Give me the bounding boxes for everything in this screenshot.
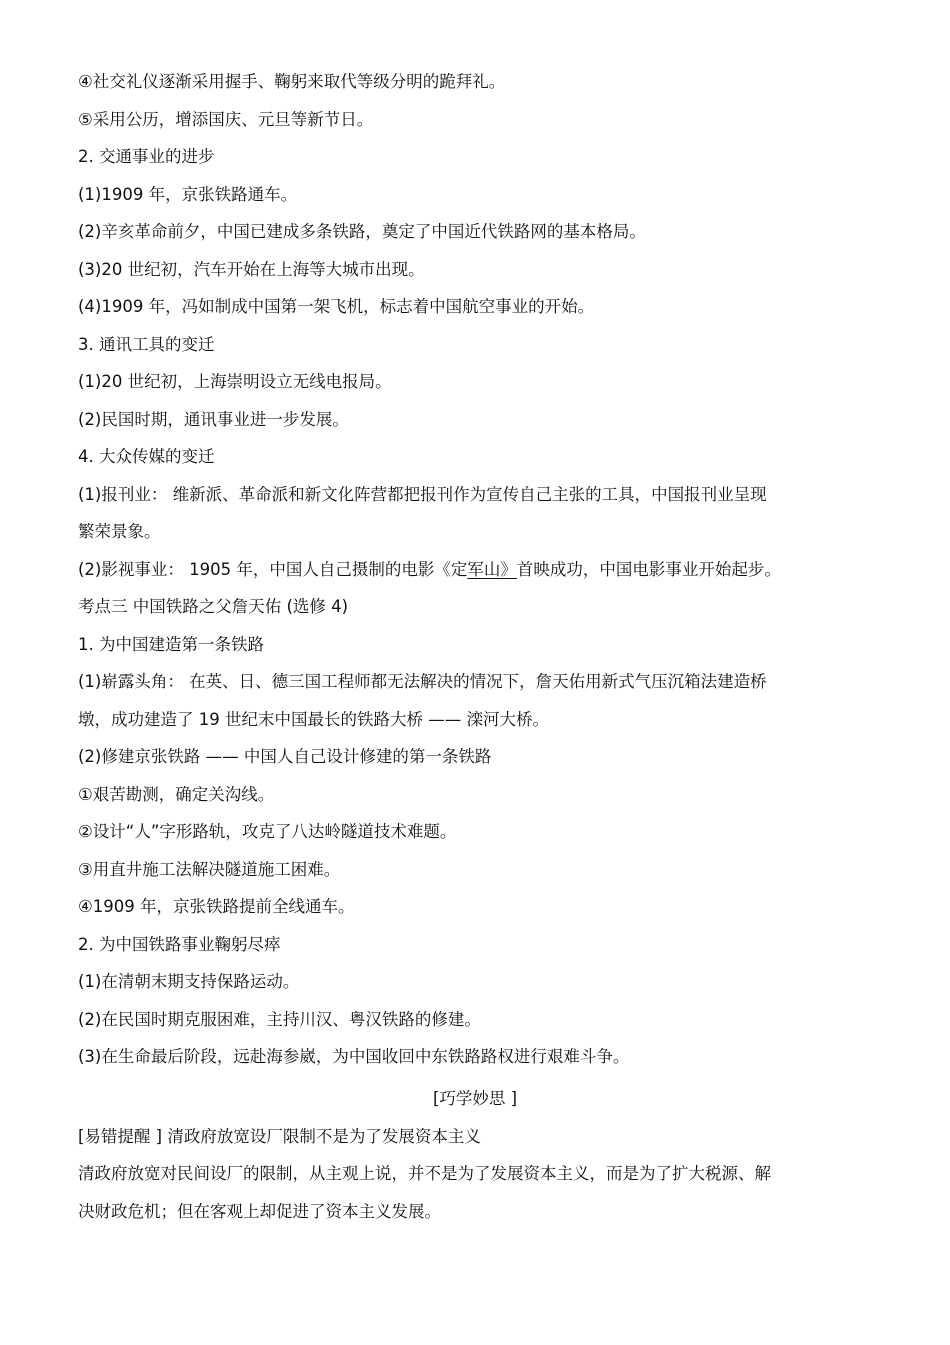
text-line: (2)修建京张铁路 —— 中国人自己设计修建的第一条铁路: [78, 747, 492, 766]
underlined-text: 军山》: [467, 560, 517, 579]
tip-heading: [易错提醒 ] 清政府放宽设厂限制不是为了发展资本主义: [78, 1127, 481, 1146]
text-line: (2)辛亥革命前夕，中国已建成多条铁路，奠定了中国近代铁路网的基本格局。: [78, 222, 646, 241]
text-line: ③用直井施工法解决隧道施工困难。: [78, 860, 341, 879]
text-line: [78, 559, 781, 581]
text-segment: (2)影视事业： 1905 年，中国人自己摄制的电影《定: [78, 560, 468, 579]
section-heading: 4. 大众传媒的变迁: [78, 447, 215, 466]
text-line: (4)1909 年，冯如制成中国第一架飞机，标志着中国航空事业的开始。: [78, 297, 595, 316]
text-line: 决财政危机；但在客观上却促进了资本主义发展。: [78, 1202, 441, 1221]
topic-heading: 考点三 中国铁路之父詹天佑 (选修 4): [78, 597, 349, 616]
section-heading: 1. 为中国建造第一条铁路: [78, 635, 264, 654]
text-line: (3)20 世纪初，汽车开始在上海等大城市出现。: [78, 260, 425, 279]
text-line: (1)崭露头角： 在英、日、德三国工程师都无法解决的情况下，詹天佑用新式气压沉箱法建造桥: [78, 672, 767, 691]
text-line: 墩，成功建造了 19 世纪末中国最长的铁路大桥 —— 滦河大桥。: [78, 710, 549, 729]
section-heading: 3. 通讯工具的变迁: [78, 335, 215, 354]
text-segment: 首映成功，中国电影事业开始起步。: [516, 560, 781, 579]
text-line: (1)在清朝末期支持保路运动。: [78, 972, 300, 991]
text-line: (2)民国时期，通讯事业进一步发展。: [78, 410, 349, 429]
text-line: (2)在民国时期克服困难，主持川汉、粤汉铁路的修建。: [78, 1010, 481, 1029]
text-line: ④1909 年，京张铁路提前全线通车。: [78, 897, 355, 916]
text-line: (1)1909 年，京张铁路通车。: [78, 185, 298, 204]
section-heading: 2. 交通事业的进步: [78, 147, 215, 166]
text-line: (1)20 世纪初，上海崇明设立无线电报局。: [78, 372, 392, 391]
centered-heading: [巧学妙思 ]: [432, 1089, 518, 1108]
text-line: 清政府放宽对民间设厂的限制，从主观上说，并不是为了发展资本主义，而是为了扩大税源、解: [78, 1164, 771, 1183]
text-line: 繁荣景象。: [78, 522, 161, 541]
section-heading: 2. 为中国铁路事业鞠躬尽瘁: [78, 935, 281, 954]
text-line: ④社交礼仪逐渐采用握手、鞠躬来取代等级分明的跪拜礼。: [78, 72, 506, 91]
text-line: ②设计“人”字形路轨，攻克了八达岭隧道技术难题。: [78, 822, 457, 841]
text-line: (3)在生命最后阶段，远赴海参崴，为中国收回中东铁路路权进行艰难斗争。: [78, 1047, 630, 1066]
text-line: ①艰苦勘测，确定关沟线。: [78, 785, 275, 804]
text-line: ⑤采用公历，增添国庆、元旦等新节日。: [78, 110, 374, 129]
text-line: (1)报刊业： 维新派、革命派和新文化阵营都把报刊作为宣传自己主张的工具，中国报刊业呈现: [78, 485, 767, 504]
